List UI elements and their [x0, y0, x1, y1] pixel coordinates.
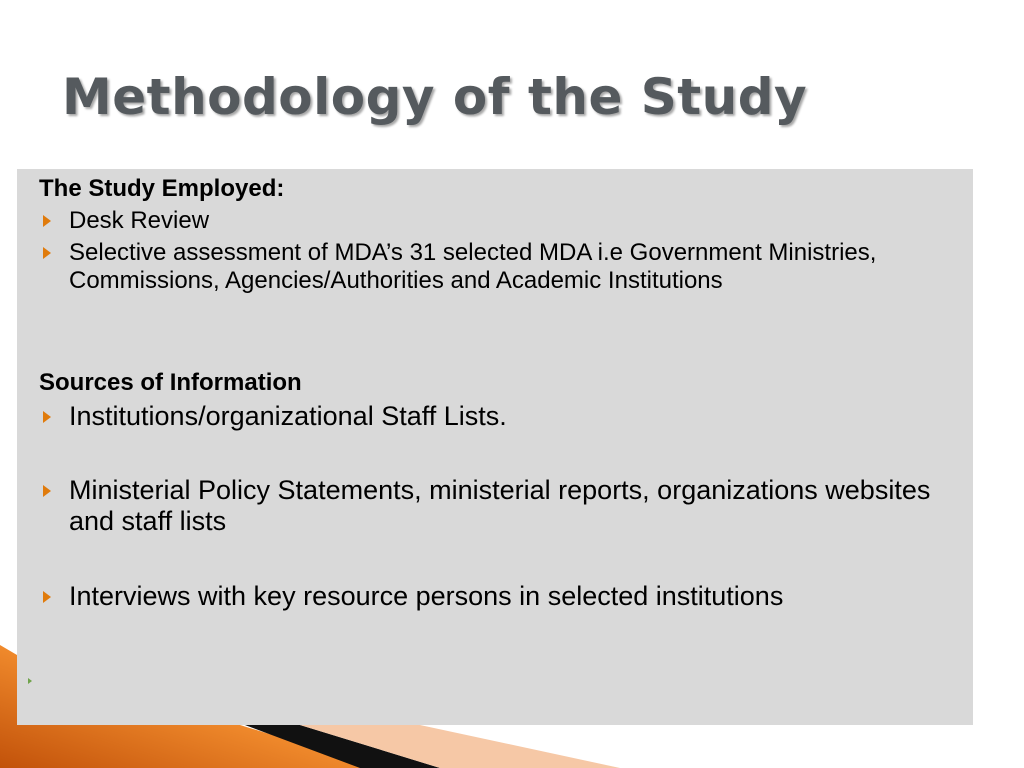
study-employed-heading: The Study Employed:	[39, 175, 285, 202]
empty-bullet-icon	[28, 678, 32, 684]
bullet-arrow-icon	[43, 215, 51, 227]
list-item	[39, 207, 959, 235]
sources-heading: Sources of Information	[39, 369, 302, 396]
list-item	[39, 475, 959, 537]
content-box	[17, 169, 973, 725]
slide-title: Methodology of the Study	[62, 68, 808, 126]
list-item-text: Interviews with key resource persons in selected institutions	[69, 581, 784, 611]
list-item	[39, 239, 959, 295]
list-item-text: Desk Review	[69, 207, 210, 234]
list-item-text: Selective assessment of MDA’s 31 selected MDA i.e Government Ministries, Commissions, Agencies/Authorities and Academic Institutions	[69, 239, 877, 294]
bullet-arrow-icon	[43, 485, 51, 497]
list-item	[39, 581, 959, 612]
bullet-arrow-icon	[43, 591, 51, 603]
bullet-arrow-icon	[43, 247, 51, 259]
list-item-text: Ministerial Policy Statements, ministerial reports, organizations websites and staff lists	[69, 475, 931, 536]
bullet-arrow-icon	[43, 411, 51, 423]
sources-list	[39, 401, 959, 612]
list-item	[39, 401, 959, 432]
list-item-text: Institutions/organizational Staff Lists.	[69, 401, 507, 431]
study-methods-list	[39, 207, 959, 299]
